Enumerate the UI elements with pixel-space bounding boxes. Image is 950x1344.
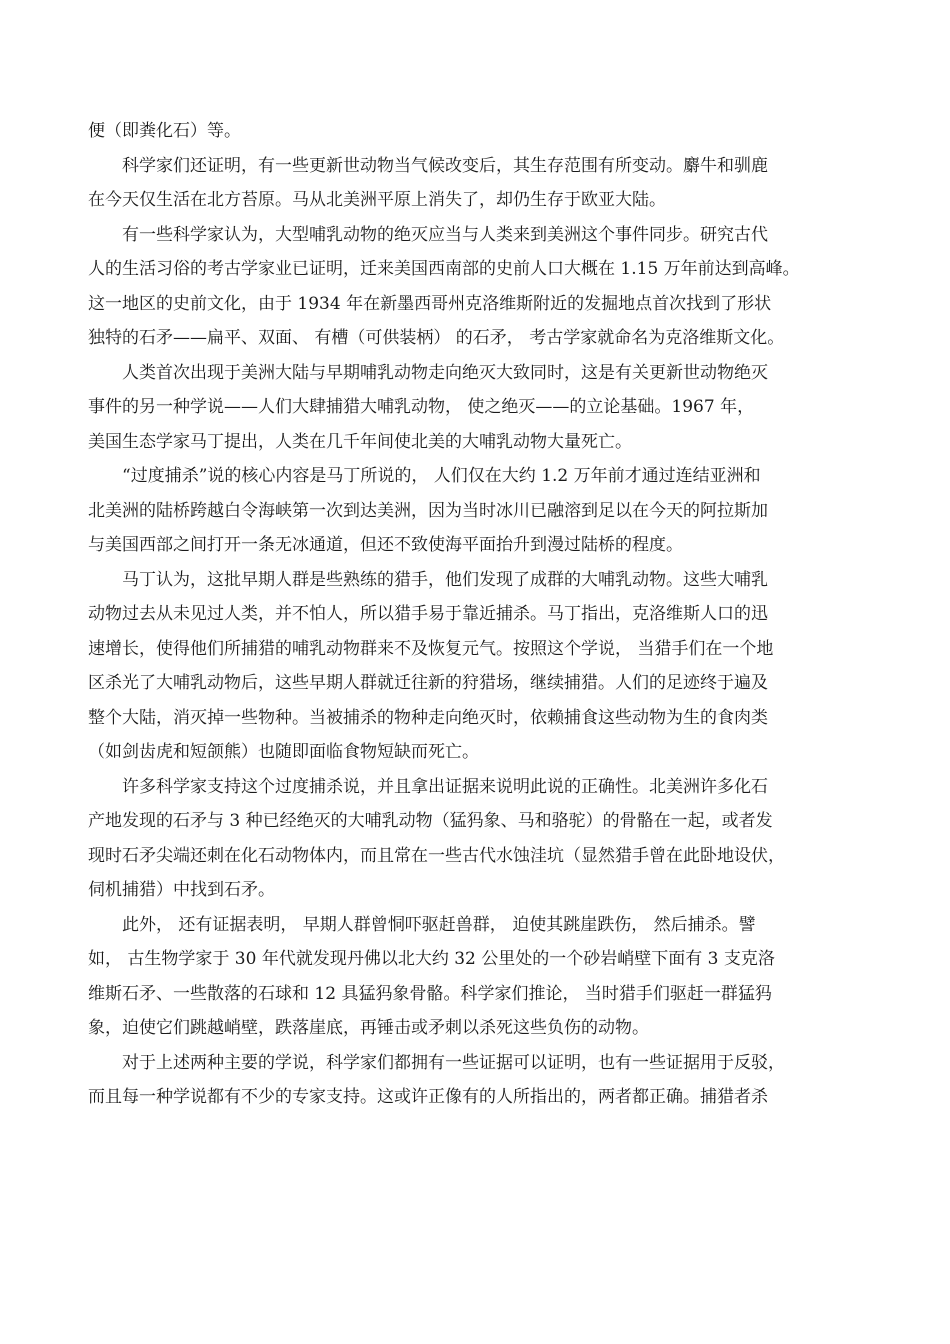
text-line: 现时石矛尖端还刺在化石动物体内，而且常在一些古代水蚀洼坑（显然猎手曾在此卧地设伏， [88,845,785,866]
text-line: 事件的另一种学说——人们大肆捕猎大哺乳动物， 使之绝灭——的立论基础。1967 年， [88,397,755,417]
text-line: 美国生态学家马丁提出，人类在几千年间使北美的大哺乳动物大量死亡。 [88,431,632,452]
text-line: 许多科学家支持这个过度捕杀说，并且拿出证据来说明此说的正确性。北美洲许多化石 [122,776,768,797]
text-line: 与美国西部之间打开一条无冰通道，但还不致使海平面抬升到漫过陆桥的程度。 [88,535,683,555]
text-line: 象，迫使它们跳越峭壁，跌落崖底，再锤击或矛刺以杀死这些负伤的动物。 [88,1018,649,1038]
text-line: 维斯石矛、一些散落的石球和 12 具猛犸象骨骼。科学家们推论， 当时猎手们驱赶一群猛犸 [88,983,772,1004]
text-line: “过度捕杀”说的核心内容是马丁所说的， 人们仅在大约 1.2 万年前才通过连结亚洲和 [122,466,761,486]
document-page [88,114,878,1115]
text-line: 便（即粪化石）等。 [88,121,241,141]
text-line: 如， 古生物学家于 30 年代就发现丹佛以北大约 32 公里处的一个砂岩峭壁下面有 3 支克洛 [88,949,775,969]
text-line: 对于上述两种主要的学说，科学家们都拥有一些证据可以证明，也有一些证据用于反驳， [122,1052,785,1073]
text-line: 而且每一种学说都有不少的专家支持。这或许正像有的人所指出的，两者都正确。捕猎者杀 [88,1087,768,1107]
text-line: 科学家们还证明，有一些更新世动物当气候改变后，其生存范围有所变动。麝牛和驯鹿 [122,155,768,176]
text-line: 速增长，使得他们所捕猎的哺乳动物群来不及恢复元气。按照这个学说， 当猎手们在一个地 [88,638,774,659]
text-line: 北美洲的陆桥跨越白令海峡第一次到达美洲，因为当时冰川已融溶到足以在今天的阿拉斯加 [88,500,768,521]
text-line: 伺机捕猎）中找到石矛。 [88,880,275,900]
text-line: 在今天仅生活在北方苔原。马从北美洲平原上消失了，却仍生存于欧亚大陆。 [88,190,666,210]
text-line: 区杀光了大哺乳动物后，这些早期人群就迁往新的狩猎场，继续捕猎。人们的足迹终于遍及 [88,673,768,693]
text-line: 整个大陆，消灭掉一些物种。当被捕杀的物种走向绝灭时，依赖捕食这些动物为生的食肉类 [88,707,768,728]
text-line: 有一些科学家认为，大型哺乳动物的绝灭应当与人类来到美洲这个事件同步。研究古代 [122,224,768,245]
text-line: 人类首次出现于美洲大陆与早期哺乳动物走向绝灭大致同时，这是有关更新世动物绝灭 [122,362,768,383]
text-line: 动物过去从未见过人类，并不怕人，所以猎手易于靠近捕杀。马丁指出，克洛维斯人口的迅 [88,604,768,624]
text-line: 此外， 还有证据表明， 早期人群曾恫吓驱赶兽群， 迫使其跳崖跌伤， 然后捕杀。譬 [122,914,756,935]
text-line: （如剑齿虎和短颌熊）也随即面临食物短缺而死亡。 [88,742,479,762]
text-line: 人的生活习俗的考古学家业已证明，迁来美国西南部的史前人口大概在 1.15 万年前达到高峰。 [88,259,800,279]
text-line: 这一地区的史前文化，由于 1934 年在新墨西哥州克洛维斯附近的发掘地点首次找到了形状 [88,293,772,314]
text-line: 独特的石矛——扁平、双面、 有槽（可供装柄） 的石矛， 考古学家就命名为克洛维斯文化。 [88,328,785,348]
text-line: 马丁认为，这批早期人群是些熟练的猎手，他们发现了成群的大哺乳动物。这些大哺乳 [122,569,768,590]
text-line: 产地发现的石矛与 3 种已经绝灭的大哺乳动物（猛犸象、马和骆驼）的骨骼在一起，或者发 [88,811,773,831]
